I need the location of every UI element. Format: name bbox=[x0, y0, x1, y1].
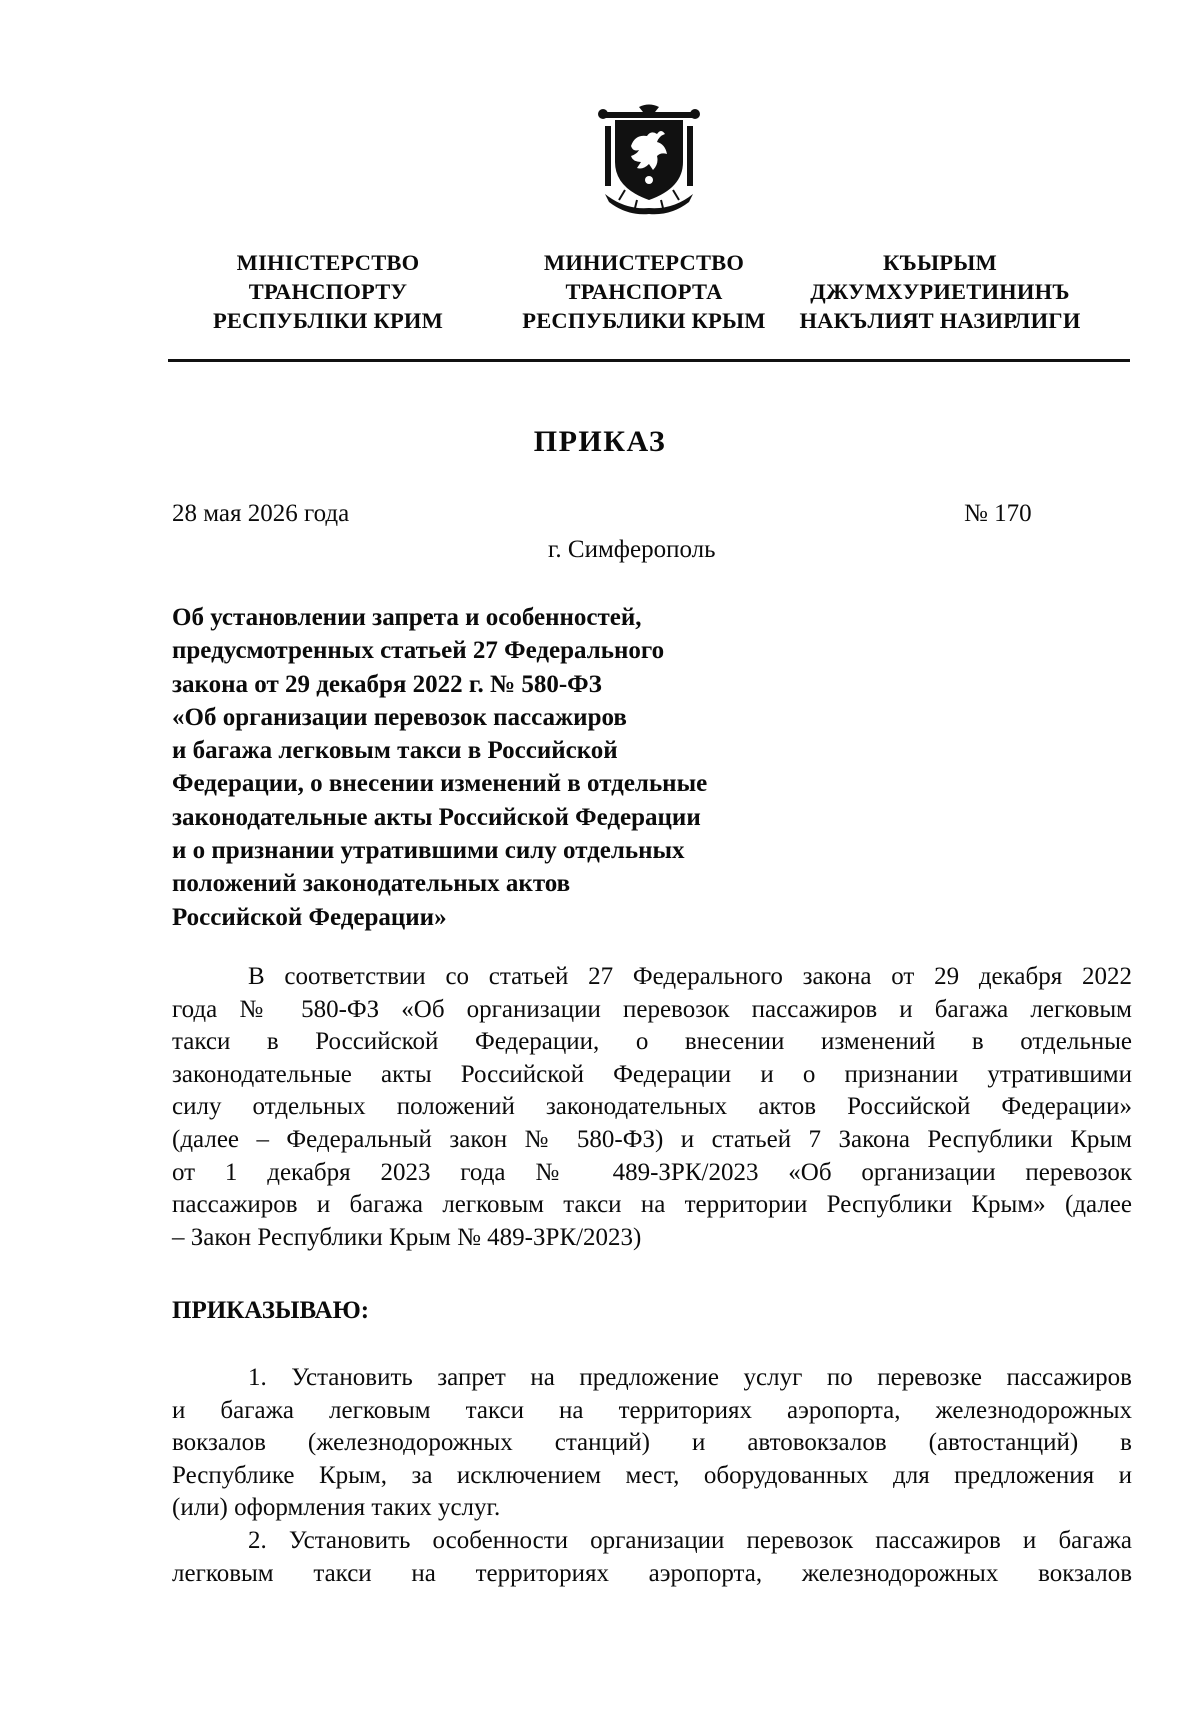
subject-line: Российской Федерации» bbox=[172, 903, 447, 931]
order-heading: ПРИКАЗЫВАЮ: bbox=[172, 1297, 370, 1324]
paragraph-line: 2. Установить особенности организации перевозок пассажиров и багажа bbox=[248, 1527, 1132, 1554]
order-item-2 bbox=[172, 1525, 1132, 1590]
subject-line: положений законодательных актов bbox=[172, 870, 571, 898]
document-subject bbox=[172, 601, 872, 934]
document-date: 28 мая 2026 года bbox=[172, 500, 350, 527]
paragraph-line: В соответствии со статьей 27 Федерального закона от 29 декабря 2022 bbox=[248, 963, 1132, 990]
paragraph-line: силу отдельных положений законодательных актов Российской Федерации» bbox=[172, 1093, 1132, 1121]
ministry-ua-line-3: РЕСПУБЛІКИ КРИМ bbox=[212, 308, 444, 333]
paragraph-line: (далее – Федеральный закон № 580-ФЗ) и статьей 7 Закона Республики Крым bbox=[172, 1125, 1132, 1153]
preamble-paragraph bbox=[172, 961, 1132, 1254]
ministry-ua-line-1: МІНІСТЕРСТВО bbox=[236, 250, 420, 275]
paragraph-line: пассажиров и багажа легковым такси на территории Республики Крым» (далее bbox=[172, 1191, 1132, 1219]
paragraph-line: – Закон Республики Крым № 489-ЗРК/2023) bbox=[172, 1223, 642, 1251]
subject-line: Федерации, о внесении изменений в отдельные bbox=[172, 770, 708, 798]
paragraph-line: вокзалов (железнодорожных станций) и автовокзалов (автостанций) в bbox=[172, 1429, 1132, 1457]
ministry-ct-line-3: НАКЪЛИЯТ НАЗИРЛИГИ bbox=[799, 308, 1081, 333]
paragraph-line: (или) оформления таких услуг. bbox=[172, 1494, 501, 1522]
paragraph-line: 1. Установить запрет на предложение услуг по перевозке пассажиров bbox=[248, 1364, 1132, 1391]
subject-line: и о признании утратившими силу отдельных bbox=[172, 837, 685, 865]
order-item-1 bbox=[172, 1362, 1132, 1525]
ministry-name-russian bbox=[494, 248, 794, 335]
ministry-name-ukrainian bbox=[178, 248, 478, 335]
ministry-ru-line-2: ТРАНСПОРТА bbox=[565, 279, 723, 304]
ministry-ru-line-3: РЕСПУБЛИКИ КРЫМ bbox=[522, 308, 766, 333]
subject-line: закона от 29 декабря 2022 г. № 580-ФЗ bbox=[172, 670, 602, 698]
paragraph-line: такси в Российской Федерации, о внесении изменений в отдельные bbox=[172, 1028, 1132, 1056]
paragraph-line: года № 580-ФЗ «Об организации перевозок пассажиров и багажа легковым bbox=[172, 995, 1132, 1023]
paragraph-line: легковым такси на территориях аэропорта, железнодорожных вокзалов bbox=[172, 1559, 1132, 1587]
paragraph-line: Республике Крым, за исключением мест, оборудованных для предложения и bbox=[172, 1461, 1132, 1489]
ministry-ua-line-2: ТРАНСПОРТУ bbox=[248, 279, 408, 304]
document-number: № 170 bbox=[964, 500, 1032, 527]
crimea-coat-of-arms-icon bbox=[595, 104, 703, 216]
ministry-ru-line-1: МИНИСТЕРСТВО bbox=[543, 250, 745, 275]
ministry-name-crimean-tatar bbox=[790, 248, 1090, 335]
subject-line: Об установлении запрета и особенностей, bbox=[172, 604, 642, 631]
ministry-ct-line-1: КЪЫРЫМ bbox=[883, 250, 997, 275]
subject-line: законодательные акты Российской Федерации bbox=[172, 803, 701, 831]
paragraph-line: и багажа легковым такси на территориях аэропорта, железнодорожных bbox=[172, 1396, 1132, 1424]
subject-line: предусмотренных статьей 27 Федерального bbox=[172, 637, 665, 665]
subject-line: «Об организации перевозок пассажиров bbox=[172, 703, 627, 731]
subject-line: и багажа легковым такси в Российской bbox=[172, 737, 618, 765]
paragraph-line: законодательные акты Российской Федерации и о признании утратившими bbox=[172, 1060, 1132, 1088]
document-city: г. Симферополь bbox=[548, 536, 716, 563]
header-divider bbox=[168, 359, 1130, 362]
paragraph-line: от 1 декабря 2023 года № 489-ЗРК/2023 «Об организации перевозок bbox=[172, 1158, 1132, 1186]
ministry-ct-line-2: ДЖУМХУРИЕТИНИНЪ bbox=[810, 279, 1070, 304]
document-type-title: ПРИКАЗ bbox=[533, 425, 667, 458]
